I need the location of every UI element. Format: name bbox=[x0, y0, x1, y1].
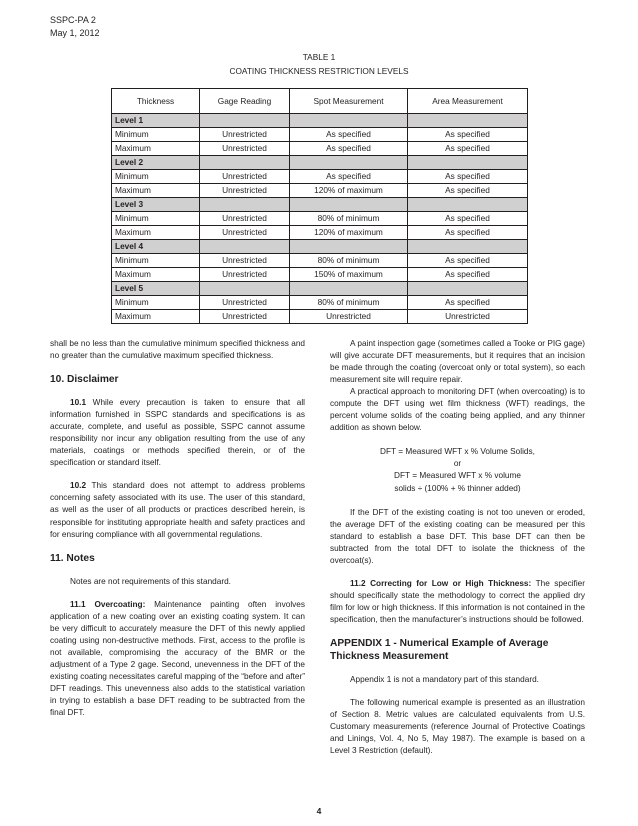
level-row-empty-cell bbox=[290, 282, 408, 296]
table-cell: Unrestricted bbox=[408, 310, 528, 324]
table-row bbox=[112, 226, 528, 240]
level-label: Level 1 bbox=[112, 114, 200, 128]
paragraph-10-2-text: This standard does not attempt to address problems concerning safety associated with its use. The user of this standard, as well as the user of all products or practices described herein, is responsible for instituting appropriate health and safety practices and for ensuring compliance with all governmental regulations. bbox=[50, 481, 305, 539]
table-cell: As specified bbox=[290, 128, 408, 142]
paragraph-10-2-number: 10.2 bbox=[70, 481, 87, 491]
paragraph-10-1 bbox=[50, 397, 305, 469]
level-label: Level 4 bbox=[112, 240, 200, 254]
table-cell: As specified bbox=[408, 254, 528, 268]
level-label: Level 5 bbox=[112, 282, 200, 296]
level-row-empty-cell bbox=[200, 282, 290, 296]
table-cell: Unrestricted bbox=[200, 128, 290, 142]
table-title: COATING THICKNESS RESTRICTION LEVELS bbox=[229, 66, 409, 76]
table-cell: Maximum bbox=[112, 142, 200, 156]
table-cell: Unrestricted bbox=[200, 142, 290, 156]
table-cell: As specified bbox=[290, 170, 408, 184]
paragraph-11-2-text: The specifier should specifically state the methodology to correct the applied dry film for low or high thickness. If this information is not contained in the specification, then the manufacturer’s instructions should be followed. bbox=[330, 578, 585, 624]
table-body bbox=[112, 114, 528, 324]
col-header-area-measurement: Area Measurement bbox=[408, 89, 528, 114]
table-cell: 150% of maximum bbox=[290, 268, 408, 282]
table-row bbox=[112, 128, 528, 142]
notes-paragraph: Notes are not requirements of this standard. bbox=[70, 576, 231, 586]
table-cell: Unrestricted bbox=[200, 310, 290, 324]
table-level-row bbox=[112, 240, 528, 254]
paragraph-11-1-text: Maintenance painting often involves application of a new coating over an existing coating system. It can be very difficult to accurately measure the DFT of this newly applied coating using non-destructive methods. First, access to the profile is not available, compromising the accuracy of the BMR or the adjustment of a Type 2 gage. Second, unevenness in the DFT of the existing coating necessitates careful mapping of the “before and after” DFT readings. This unevenness also adds to the statistical variation in trying to establish a base DFT reading to be subtracted from the final DFT. bbox=[50, 599, 306, 718]
table-cell: As specified bbox=[408, 268, 528, 282]
appendix-note: Appendix 1 is not a mandatory part of this standard. bbox=[350, 674, 539, 684]
col-header-thickness: Thickness bbox=[112, 89, 200, 114]
table-cell: 80% of minimum bbox=[290, 296, 408, 310]
table-cell: 80% of minimum bbox=[290, 212, 408, 226]
level-row-empty-cell bbox=[408, 240, 528, 254]
disclaimer-heading: 10. Disclaimer bbox=[50, 374, 119, 386]
equation-1: DFT = Measured WFT x % Volume Solids, bbox=[380, 447, 535, 457]
table-cell: 120% of maximum bbox=[290, 226, 408, 240]
table-level-row bbox=[112, 156, 528, 170]
level-row-empty-cell bbox=[200, 114, 290, 128]
appendix-body: The following numerical example is presented as an illustration of Section 8. Metric values are calculated equivalents from U.S. Customary measurements (reference Journal of Protective Coatings and Linings, Vol. 4, No 5, May 1987). The example is based on a Level 3 Restriction (default). bbox=[330, 698, 585, 756]
table-header-row bbox=[112, 89, 528, 114]
paragraph-11-2 bbox=[330, 578, 585, 626]
table-cell: Unrestricted bbox=[200, 254, 290, 268]
doc-id: SSPC-PA 2 bbox=[50, 15, 96, 25]
table-cell: Unrestricted bbox=[200, 184, 290, 198]
intro-paragraph: shall be no less than the cumulative minimum specified thickness and no greater than the cumulative maximum specified thickness. bbox=[50, 339, 305, 361]
table-cell: Unrestricted bbox=[200, 296, 290, 310]
table-cell: Unrestricted bbox=[200, 212, 290, 226]
table-cell: 120% of maximum bbox=[290, 184, 408, 198]
level-row-empty-cell bbox=[408, 198, 528, 212]
table-cell: Minimum bbox=[112, 254, 200, 268]
table-number: TABLE 1 bbox=[302, 52, 336, 62]
level-row-empty-cell bbox=[290, 156, 408, 170]
table-level-row bbox=[112, 114, 528, 128]
table-row bbox=[112, 184, 528, 198]
dft-equations bbox=[330, 446, 585, 494]
level-row-empty-cell bbox=[408, 114, 528, 128]
paragraph-11-2-heading: 11.2 Correcting for Low or High Thickness: bbox=[350, 578, 532, 588]
table-cell: As specified bbox=[408, 142, 528, 156]
table-cell: Maximum bbox=[112, 310, 200, 324]
level-label: Level 3 bbox=[112, 198, 200, 212]
paragraph-10-2 bbox=[50, 480, 305, 540]
table-cell: Maximum bbox=[112, 184, 200, 198]
table-cell: Minimum bbox=[112, 170, 200, 184]
equation-or: or bbox=[453, 459, 462, 469]
equation-2: DFT = Measured WFT x % volume bbox=[394, 471, 521, 481]
page-number: 4 bbox=[316, 806, 322, 816]
pig-gage-paragraph: A paint inspection gage (sometimes called a Tooke or PIG gage) will give accurate DFT measurements, but it requires that an incision be made through the coating (overcoat only or total system), so each measurement site will require repair. bbox=[330, 339, 585, 385]
level-label: Level 2 bbox=[112, 156, 200, 170]
table-level-row bbox=[112, 198, 528, 212]
uneven-coating-paragraph: If the DFT of the existing coating is not too uneven or eroded, the average DFT of the existing coating can be measured per this standard to establish a base DFT. This base DFT can then be subtracted from the total DFT to isolate the thickness of the overcoat(s). bbox=[330, 507, 585, 565]
level-row-empty-cell bbox=[408, 282, 528, 296]
table-row bbox=[112, 310, 528, 324]
appendix-heading: APPENDIX 1 - Numerical Example of Average Thickness Measurement bbox=[330, 637, 549, 662]
paragraph-10-1-number: 10.1 bbox=[70, 398, 87, 408]
level-row-empty-cell bbox=[290, 240, 408, 254]
table-row bbox=[112, 142, 528, 156]
equation-3: solids ÷ (100% + % thinner added) bbox=[394, 483, 521, 493]
paragraph-11-1-heading: 11.1 Overcoating: bbox=[70, 599, 146, 609]
table-level-row bbox=[112, 282, 528, 296]
table-cell: As specified bbox=[408, 170, 528, 184]
table-cell: Unrestricted bbox=[290, 310, 408, 324]
table-cell: Maximum bbox=[112, 268, 200, 282]
notes-heading: 11. Notes bbox=[50, 552, 95, 564]
table-cell: Minimum bbox=[112, 212, 200, 226]
doc-date: May 1, 2012 bbox=[50, 28, 100, 38]
level-row-empty-cell bbox=[290, 198, 408, 212]
table-row bbox=[112, 170, 528, 184]
level-row-empty-cell bbox=[200, 156, 290, 170]
right-column bbox=[330, 338, 585, 757]
table-cell: As specified bbox=[408, 226, 528, 240]
table-cell: As specified bbox=[290, 142, 408, 156]
table-cell: As specified bbox=[408, 212, 528, 226]
level-row-empty-cell bbox=[200, 198, 290, 212]
table-cell: Unrestricted bbox=[200, 268, 290, 282]
table-cell: Unrestricted bbox=[200, 226, 290, 240]
col-header-spot-measurement: Spot Measurement bbox=[290, 89, 408, 114]
paragraph-11-1 bbox=[50, 599, 305, 719]
table-cell: As specified bbox=[408, 128, 528, 142]
wft-paragraph: A practical approach to monitoring DFT (when overcoating) is to compute the DFT using wet film thickness (WFT) readings, the percent volume solids of the coating being applied, and any thinner addition as shown below. bbox=[330, 387, 585, 433]
table-row bbox=[112, 268, 528, 282]
table-cell: Maximum bbox=[112, 226, 200, 240]
paragraph-10-1-text: While every precaution is taken to ensure that all information furnished in SSPC standards and specifications is as accurate, complete, and useful as possible, SSPC cannot assume responsibility nor incur any obligation resulting from the use of any materials, coatings or methods specified therein, or of the specification or standard itself. bbox=[50, 398, 305, 468]
left-column bbox=[50, 338, 305, 719]
level-row-empty-cell bbox=[290, 114, 408, 128]
table-row bbox=[112, 212, 528, 226]
thickness-restriction-table bbox=[111, 88, 528, 324]
table-cell: As specified bbox=[408, 184, 528, 198]
table-cell: 80% of minimum bbox=[290, 254, 408, 268]
table-cell: Unrestricted bbox=[200, 170, 290, 184]
table-cell: As specified bbox=[408, 296, 528, 310]
table-cell: Minimum bbox=[112, 128, 200, 142]
table-row bbox=[112, 254, 528, 268]
level-row-empty-cell bbox=[408, 156, 528, 170]
table-row bbox=[112, 296, 528, 310]
level-row-empty-cell bbox=[200, 240, 290, 254]
table-cell: Minimum bbox=[112, 296, 200, 310]
col-header-gage-reading: Gage Reading bbox=[200, 89, 290, 114]
